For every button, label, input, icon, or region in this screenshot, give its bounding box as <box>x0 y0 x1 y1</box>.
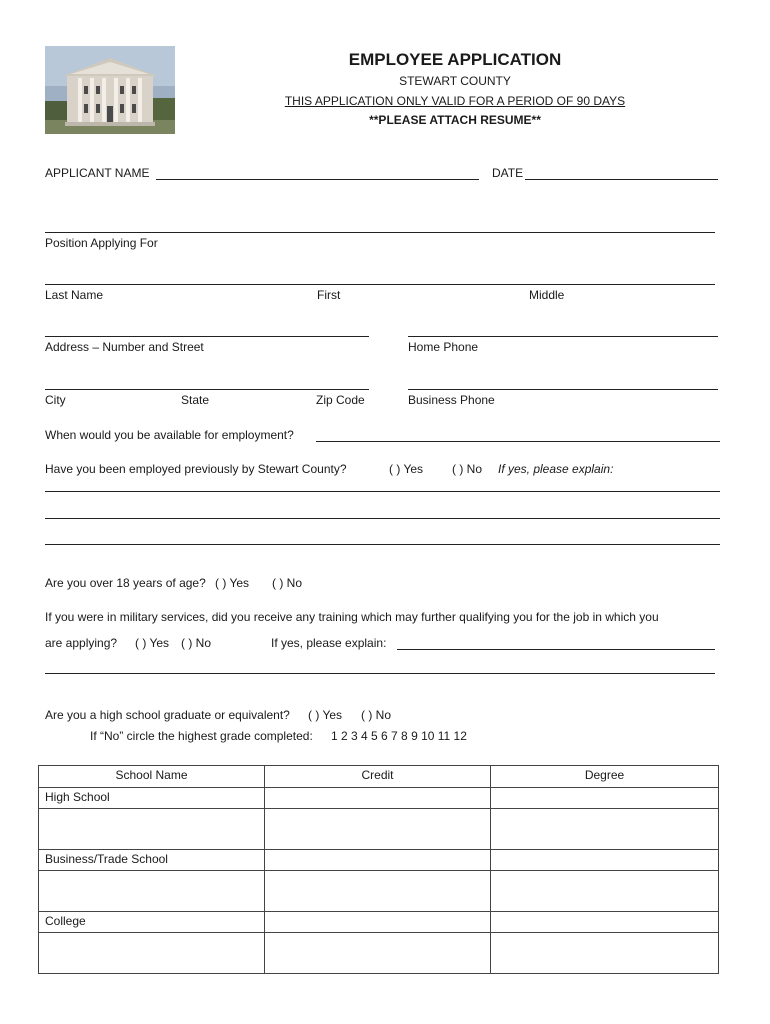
prev-employed-no[interactable]: ( ) No <box>452 462 482 476</box>
date-field[interactable] <box>525 179 718 180</box>
business-phone-field[interactable] <box>408 389 718 390</box>
over18-yes[interactable]: ( ) Yes <box>215 576 250 590</box>
availability-question: When would you be available for employment? <box>45 428 294 442</box>
address-label: Address – Number and Street <box>45 340 204 354</box>
high-school-credit-cell[interactable] <box>265 788 491 809</box>
trade-school-degree-cell-2[interactable] <box>491 871 719 912</box>
military-no[interactable]: ( ) No <box>181 636 211 650</box>
highschool-yes[interactable]: ( ) Yes <box>308 708 343 722</box>
date-label: DATE <box>492 166 524 180</box>
highschool-no[interactable]: ( ) No <box>361 708 391 722</box>
table-row <box>39 809 719 850</box>
military-explain-label: If yes, please explain: <box>271 636 387 650</box>
validity-notice: THIS APPLICATION ONLY VALID FOR A PERIOD OF 90 DAYS <box>284 94 626 108</box>
table-row <box>39 912 719 933</box>
military-question-cont: are applying? <box>45 636 118 650</box>
position-label: Position Applying For <box>45 236 158 250</box>
position-field[interactable] <box>45 232 715 233</box>
military-explain-line-2[interactable] <box>45 673 715 674</box>
resume-notice: **PLEASE ATTACH RESUME** <box>369 113 541 127</box>
high-school-degree-cell-2[interactable] <box>491 809 719 850</box>
state-label: State <box>181 393 210 407</box>
applicant-name-label: APPLICANT NAME <box>45 166 150 180</box>
college-credit-cell[interactable] <box>265 912 491 933</box>
prev-employed-question: Have you been employed previously by Stewart County? <box>45 462 347 476</box>
table-row <box>39 788 719 809</box>
form-title: EMPLOYEE APPLICATION <box>348 50 562 69</box>
table-header-row <box>39 766 719 788</box>
military-question: If you were in military services, did you receive any training which may further qualifying you for the job in which you <box>45 610 659 624</box>
college-name-cell[interactable] <box>39 933 265 974</box>
military-yes[interactable]: ( ) Yes <box>135 636 170 650</box>
college-degree-cell-2[interactable] <box>491 933 719 974</box>
high-school-degree-cell[interactable] <box>491 788 719 809</box>
prev-employed-explain-line-1[interactable] <box>45 491 720 492</box>
trade-school-degree-cell[interactable] <box>491 850 719 871</box>
credit-header: Credit <box>265 766 491 788</box>
address-field[interactable] <box>45 336 369 337</box>
high-school-name-cell[interactable] <box>39 809 265 850</box>
trade-school-label: Business/Trade School <box>39 850 265 871</box>
prev-employed-explain-line-3[interactable] <box>45 544 720 545</box>
high-school-label: High School <box>39 788 265 809</box>
grade-circle-label: If “No” circle the highest grade completed: <box>90 729 313 743</box>
trade-school-name-cell[interactable] <box>39 871 265 912</box>
degree-header: Degree <box>491 766 719 788</box>
home-phone-field[interactable] <box>408 336 718 337</box>
college-credit-cell-2[interactable] <box>265 933 491 974</box>
trade-school-credit-cell[interactable] <box>265 850 491 871</box>
college-degree-cell[interactable] <box>491 912 719 933</box>
prev-employed-explain-label: If yes, please explain: <box>498 462 614 476</box>
table-row <box>39 933 719 974</box>
city-label: City <box>45 393 66 407</box>
first-name-label: First <box>317 288 341 302</box>
military-explain-field[interactable] <box>397 649 715 650</box>
last-name-label: Last Name <box>45 288 104 302</box>
prev-employed-yes[interactable]: ( ) Yes <box>389 462 424 476</box>
high-school-credit-cell-2[interactable] <box>265 809 491 850</box>
school-name-header: School Name <box>39 766 265 788</box>
business-phone-label: Business Phone <box>408 393 495 407</box>
education-table <box>38 765 719 974</box>
prev-employed-explain-line-2[interactable] <box>45 518 720 519</box>
home-phone-label: Home Phone <box>408 340 479 354</box>
zip-label: Zip Code <box>316 393 365 407</box>
county-name: STEWART COUNTY <box>399 74 511 88</box>
over18-no[interactable]: ( ) No <box>272 576 302 590</box>
highschool-question: Are you a high school graduate or equivalent? <box>45 708 290 722</box>
applicant-name-field[interactable] <box>156 179 479 180</box>
city-state-zip-field[interactable] <box>45 389 369 390</box>
trade-school-credit-cell-2[interactable] <box>265 871 491 912</box>
college-label: College <box>39 912 265 933</box>
table-row <box>39 850 719 871</box>
full-name-field[interactable] <box>45 284 715 285</box>
table-row <box>39 871 719 912</box>
over18-question: Are you over 18 years of age? <box>45 576 206 590</box>
middle-name-label: Middle <box>529 288 565 302</box>
availability-field[interactable] <box>316 441 720 442</box>
grade-options[interactable]: 1 2 3 4 5 6 7 8 9 10 11 12 <box>331 729 467 743</box>
